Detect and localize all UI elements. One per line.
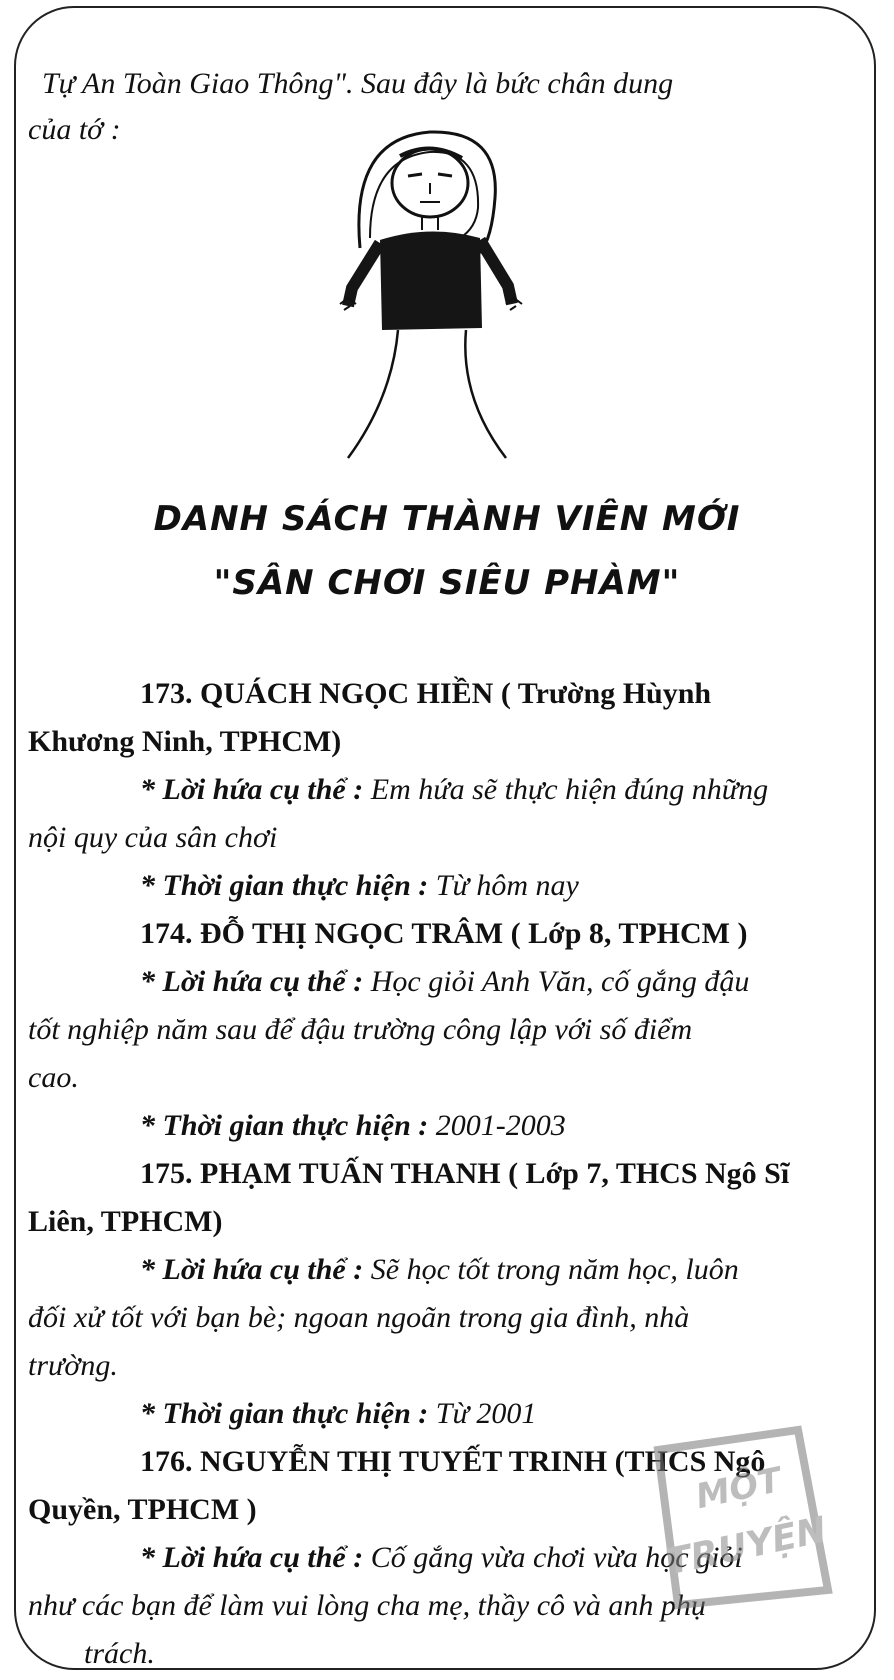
intro-line-1: Tự An Toàn Giao Thông". Sau đây là bức chân dung	[42, 67, 674, 100]
watermark-text-1: MỘT	[692, 1460, 785, 1518]
member-175-promise: * Lời hứa cụ thể : Sẽ học tốt trong năm học, luôn	[140, 1253, 739, 1286]
intro-line-2: của tớ :	[28, 113, 121, 146]
member-176-promise: * Lời hứa cụ thể : Cố gắng vừa chơi vừa học giỏi	[140, 1541, 743, 1574]
watermark-text-2: TRUYỆN	[662, 1509, 831, 1584]
member-175-school: Liên, TPHCM)	[28, 1205, 223, 1238]
member-175-name: 175. PHẠM TUẤN THANH ( Lớp 7, THCS Ngô Sĩ	[140, 1157, 790, 1190]
member-174-name: 174. ĐỖ THỊ NGỌC TRÂM ( Lớp 8, TPHCM )	[140, 917, 748, 950]
list-heading-line-2: "SÂN CHƠI SIÊU PHÀM"	[213, 563, 681, 603]
member-174-time: * Thời gian thực hiện : 2001-2003	[140, 1109, 566, 1142]
member-173-time: * Thời gian thực hiện : Từ hôm nay	[140, 869, 579, 902]
member-173-promise: * Lời hứa cụ thể : Em hứa sẽ thực hiện đúng những	[140, 773, 769, 806]
member-174-promise: * Lời hứa cụ thể : Học giỏi Anh Văn, cố gắng đậu	[140, 965, 750, 998]
member-174-promise-cont: tốt nghiệp năm sau để đậu trường công lập với số điểm	[28, 1013, 693, 1046]
member-173-name: 173. QUÁCH NGỌC HIỀN ( Trường Hùynh	[140, 677, 712, 710]
member-175-promise-cont: đối xử tốt với bạn bè; ngoan ngoãn trong gia đình, nhà	[28, 1301, 690, 1334]
member-173-promise-cont: nội quy của sân chơi	[28, 821, 278, 854]
child-drawing-portrait	[330, 128, 530, 478]
member-176-promise-cont: như các bạn để làm vui lòng cha mẹ, thầy cô và anh phụ	[28, 1589, 706, 1622]
member-174-promise-end: cao.	[28, 1061, 79, 1094]
member-176-name: 176. NGUYỄN THỊ TUYẾT TRINH (THCS Ngô	[140, 1445, 766, 1478]
member-176-school: Quyền, TPHCM )	[28, 1493, 257, 1526]
member-173-school: Khương Ninh, TPHCM)	[28, 725, 342, 758]
member-175-time: * Thời gian thực hiện : Từ 2001	[140, 1397, 537, 1430]
list-heading-line-1: DANH SÁCH THÀNH VIÊN MỚI	[153, 499, 741, 539]
member-176-promise-end: trách.	[84, 1637, 155, 1670]
site-watermark-logo	[638, 1420, 838, 1610]
member-175-promise-end: trường.	[28, 1349, 118, 1382]
